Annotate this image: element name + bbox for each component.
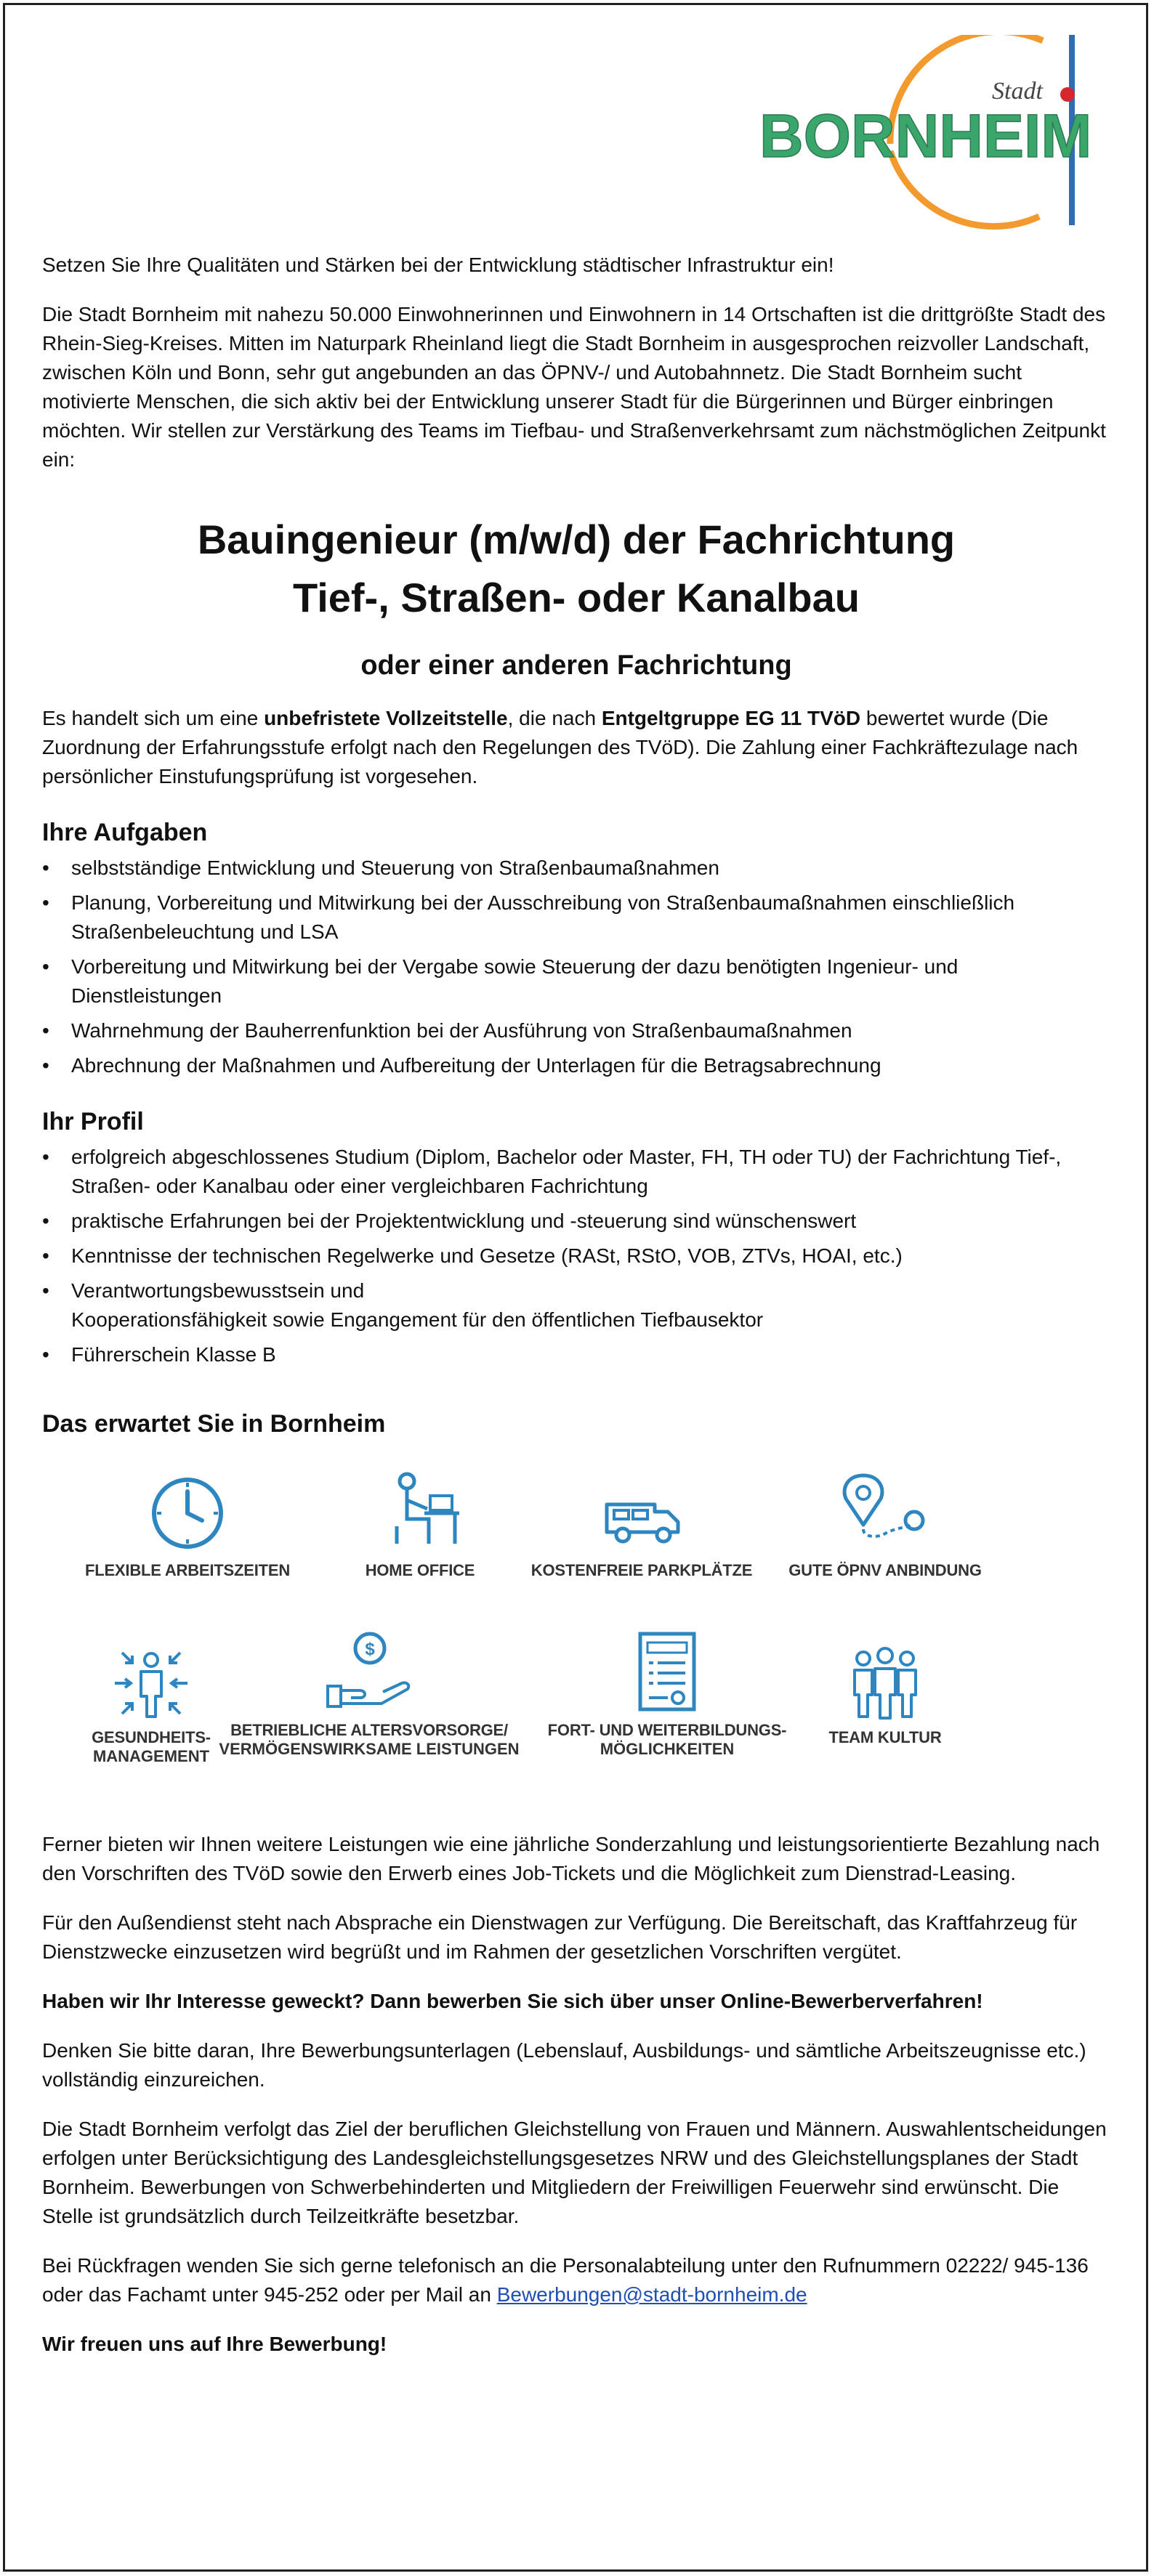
benefit-parking — [522, 1468, 762, 1580]
van-icon — [598, 1468, 685, 1555]
benefit-flexible-hours — [71, 1468, 304, 1580]
team-icon — [842, 1643, 929, 1722]
terms-text-1: Es handelt sich um eine — [42, 707, 265, 729]
svg-text:$: $ — [365, 1640, 375, 1659]
main-content — [42, 251, 1110, 2359]
tasks-heading: Ihre Aufgaben — [42, 819, 208, 846]
health-person-icon — [108, 1643, 195, 1722]
terms-text-2: , die nach — [507, 707, 602, 729]
benefit-label-2: MANAGEMENT — [92, 1747, 210, 1765]
bornheim-logo — [752, 35, 1115, 231]
benefit-home-office — [326, 1468, 515, 1580]
benefit-label: KOSTENFREIE PARKPLÄTZE — [530, 1561, 753, 1579]
terms-paragraph — [42, 704, 1110, 791]
profile-heading: Ihr Profil — [42, 1108, 144, 1135]
car-paragraph: Für den Außendienst steht nach Absprache ein Dienstwagen zur Verfügung. Die Bereitschaft, das Kraftfahrzeug für Dienstzwecke einzusetzen wird begrüßt und im Rahmen der gesetzlichen Vorschriften vergütet. — [42, 1911, 1078, 1963]
profile-item-line-2: Kooperationsfähigkeit sowie Engangement für den öffentlichen Tiefbausektor — [71, 1308, 764, 1331]
list-item: • Wahrnehmung der Bauherrenfunktion bei der Ausführung von Straßenbaumaßnahmen — [42, 1016, 1110, 1045]
tasks-list — [42, 854, 1110, 1080]
certificate-icon — [627, 1628, 707, 1715]
list-item: • Führerschein Klasse B — [42, 1340, 1110, 1369]
benefit-label: BETRIEBLICHE ALTERSVORSORGE/ — [230, 1721, 508, 1739]
equality-paragraph: Die Stadt Bornheim verfolgt das Ziel der beruflichen Gleichstellung von Frauen und Männern. Auswahlentscheidungen erfolgen unter Berücksichtigung des Landesgleichstellungsgesetzes NRW und des Gleichstellungsplanes der Stadt Bornheim. Bewerbungen von Schwerbehinderten und Mitgliedern der Freiwilligen Feuerwehr sind erwünscht. Die Stelle ist grundsätzlich durch Teilzeitkräfte besetzbar. — [42, 2118, 1107, 2227]
benefit-label-2: VERMÖGENSWIRKSAME LEISTUNGEN — [219, 1740, 520, 1758]
title-line-1: Bauingenieur (m/w/d) der Fachrichtung — [197, 517, 956, 562]
benefit-label: FLEXIBLE ARBEITSZEITEN — [84, 1561, 291, 1579]
money-hand-icon — [322, 1628, 416, 1715]
list-item: • Kenntnisse der technischen Regelwerke und Gesetze (RASt, RStO, VOB, ZTVs, HOAI, etc.) — [42, 1242, 1110, 1271]
list-item: • Vorbereitung und Mitwirkung bei der Vergabe sowie Steuerung der dazu benötigten Ingenieur- und Dienstleistungen — [42, 952, 1110, 1010]
list-item: • Abrechnung der Maßnahmen und Aufbereitung der Unterlagen für die Betragsabrechnung — [42, 1051, 1110, 1080]
home-office-icon — [376, 1468, 464, 1555]
contact-text: Bei Rückfragen wenden Sie sich gerne telefonisch an die Personalabteilung unter den Rufnummern 02222/ 945-136 oder das Fachamt unter 945-252 oder per Mail an — [42, 2254, 1089, 2306]
clock-icon — [144, 1468, 231, 1555]
profile-list — [42, 1143, 1110, 1369]
documents-paragraph: Denken Sie bitte daran, Ihre Bewerbungsunterlagen (Lebenslauf, Ausbildungs- und sämtliche Arbeitszeugnisse etc.) vollständig einzureichen. — [42, 2039, 1086, 2091]
terms-bold-1: unbefristete Vollzeitstelle — [264, 707, 508, 729]
benefit-label: GUTE ÖPNV ANBINDUNG — [788, 1561, 982, 1579]
intro-description: Die Stadt Bornheim mit nahezu 50.000 Einwohnerinnen und Einwohnern in 14 Ortschaften ist die drittgrößte Stadt des Rhein-Sieg-Kreises. Mitten im Naturpark Rheinland liegt die Stadt Bornheim in ausgesprochen reizvoller Landschaft, zwischen Köln und Bonn, sehr gut angebunden an das ÖPNV-/ und Autobahnnetz. Die Stadt Bornheim sucht motivierte Menschen, die sich aktiv bei der Entwicklung unserer Stadt für die Bürgerinnen und Bürger einbringen möchten. Wir stellen zur Verstärkung des Teams im Tiefbau- und Straßenverkehrsamt zum nächstmöglichen Zeitpunkt ein: — [42, 303, 1106, 471]
page-title — [42, 511, 1110, 627]
benefit-pension — [217, 1628, 522, 1759]
extras-paragraph: Ferner bieten wir Ihnen weitere Leistungen wie eine jährliche Sonderzahlung und leistungsorientierte Bezahlung nach den Vorschriften des TVöD sowie den Erwerb eines Job-Tickets und die Möglichkeit zum Dienstrad-Leasing. — [42, 1833, 1100, 1884]
benefit-training — [544, 1628, 791, 1759]
benefit-label: FORT- UND WEITERBILDUNGS- — [547, 1721, 787, 1739]
terms-bold-2: Entgeltgruppe EG 11 TVöD — [601, 707, 861, 729]
benefit-label: TEAM KULTUR — [828, 1728, 942, 1746]
profile-item-line-1: Verantwortungsbewusstsein und — [71, 1279, 365, 1302]
bornheim-logo-icon — [752, 35, 1115, 231]
logo-main-text: BORNHEIM — [759, 102, 1092, 170]
benefit-label-2: MÖGLICHKEITEN — [600, 1740, 735, 1758]
list-item: • praktische Erfahrungen bei der Projektentwicklung und -steuerung sind wünschenswert — [42, 1207, 1110, 1236]
benefits-grid — [42, 1461, 1110, 1810]
benefits-heading: Das erwartet Sie in Bornheim — [42, 1410, 386, 1438]
benefit-label: HOME OFFICE — [365, 1561, 475, 1579]
subtitle: oder einer anderen Fachrichtung — [360, 650, 792, 681]
list-item: • erfolgreich abgeschlossenes Studium (Diplom, Bachelor oder Master, FH, TH oder TU) der Fachrichtung Tief-, Straßen- oder Kanalbau oder einer vergleichbaren Fachrichtung — [42, 1143, 1110, 1201]
apply-paragraph: Haben wir Ihr Interesse geweckt? Dann bewerben Sie sich über unser Online-Bewerberverfahren! — [42, 1990, 983, 2012]
benefit-label: GESUNDHEITS- — [92, 1728, 211, 1746]
benefit-team-culture — [798, 1643, 972, 1747]
terms-text-3: bewertet wurde (Die Zuordnung der Erfahrungsstufe erfolgt nach den Regelungen des TVöD). Die Zahlung einer Fachkräftezulage nach persönlicher Einstufungsprüfung ist vorgesehen. — [42, 707, 1078, 787]
list-item — [42, 1276, 1110, 1334]
list-item: • selbstständige Entwicklung und Steuerung von Straßenbaumaßnahmen — [42, 854, 1110, 883]
logo-small-text: Stadt — [992, 78, 1043, 105]
route-pin-icon — [834, 1468, 936, 1555]
tagline: Setzen Sie Ihre Qualitäten und Stärken bei der Entwicklung städtischer Infrastruktur ein! — [42, 254, 834, 276]
benefit-public-transport — [776, 1468, 994, 1580]
contact-paragraph — [42, 2251, 1110, 2309]
title-line-2: Tief-, Straßen- oder Kanalbau — [293, 575, 860, 620]
email-link[interactable]: Bewerbungen@stadt-bornheim.de — [496, 2283, 807, 2306]
list-item: • Planung, Vorbereitung und Mitwirkung bei der Ausschreibung von Straßenbaumaßnahmen einschließlich Straßenbeleuchtung und LSA — [42, 888, 1110, 947]
final-paragraph: Wir freuen uns auf Ihre Bewerbung! — [42, 2333, 387, 2355]
